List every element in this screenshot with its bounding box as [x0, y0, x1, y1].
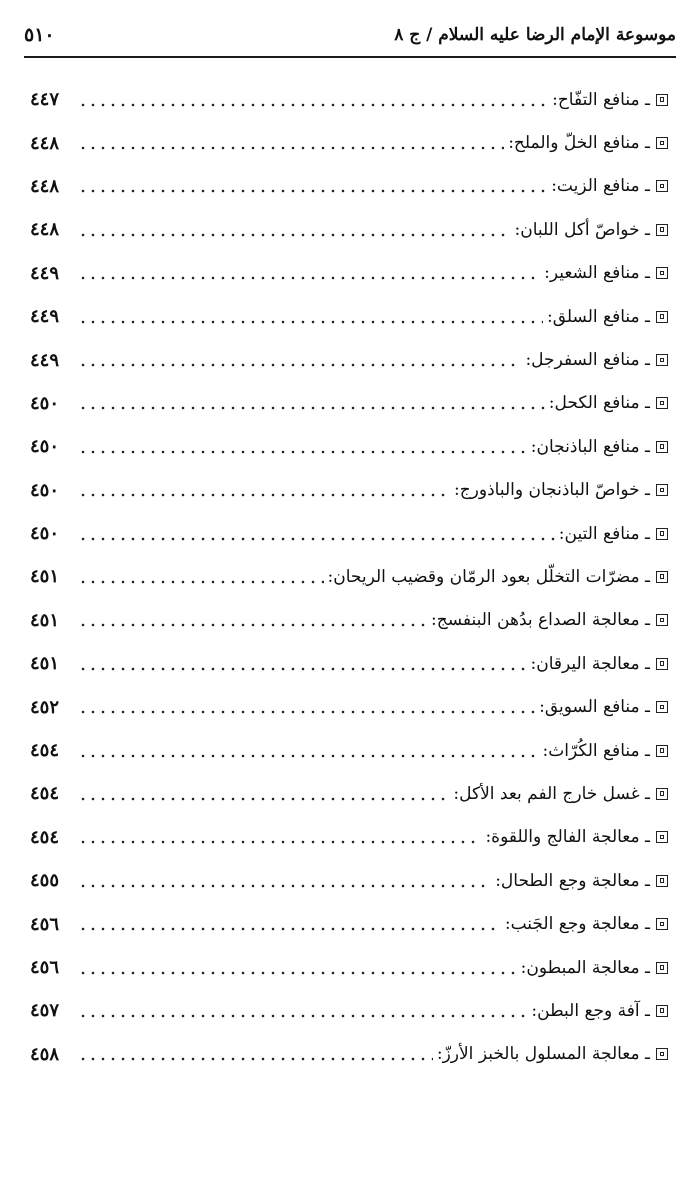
dot-leader: [78, 103, 548, 107]
toc-entry[interactable]: [30, 121, 668, 164]
dot-leader: [78, 233, 510, 237]
dot-leader: [78, 710, 535, 714]
toc-entry[interactable]: [30, 989, 668, 1032]
dot-leader: [78, 884, 491, 888]
square-bullet-icon: [656, 224, 668, 236]
square-bullet-icon: [656, 571, 668, 583]
page-number: ٥١٠: [24, 24, 55, 46]
toc-entry-page-number: ٤٥١: [30, 609, 60, 631]
toc-entry-title: ـ معالجة المبطون:: [520, 957, 650, 978]
square-bullet-icon: [656, 484, 668, 496]
toc-entry[interactable]: [30, 816, 668, 859]
dot-leader: [78, 840, 481, 844]
toc-entry-title: ـ منافع السويق:: [539, 697, 650, 718]
toc-entry[interactable]: [30, 859, 668, 902]
dot-leader: [78, 276, 540, 280]
dot-leader: [78, 189, 547, 193]
toc-entry[interactable]: [30, 902, 668, 945]
dot-leader: [78, 493, 450, 497]
toc-entry-title: ـ آفة وجع البطن:: [531, 1000, 650, 1021]
toc-entry[interactable]: [30, 295, 668, 338]
toc-entry-title: ـ معالجة المسلول بالخبز الأرزّ:: [436, 1044, 650, 1065]
dot-leader: [78, 450, 527, 454]
toc-entry-page-number: ٤٤٨: [30, 132, 60, 154]
table-of-contents: [30, 78, 668, 1076]
toc-entry-page-number: ٤٥٦: [30, 957, 60, 978]
dot-leader: [78, 927, 501, 931]
dot-leader: [78, 146, 504, 150]
toc-entry-page-number: ٤٤٩: [30, 306, 60, 328]
toc-entry-title: ـ معالجة اليرقان:: [530, 653, 650, 674]
dot-leader: [78, 971, 517, 975]
square-bullet-icon: [656, 441, 668, 453]
square-bullet-icon: [656, 1048, 668, 1060]
toc-entry[interactable]: [30, 165, 668, 208]
square-bullet-icon: [656, 614, 668, 626]
toc-entry-title: ـ معالجة وجع الجَنب:: [504, 914, 650, 935]
square-bullet-icon: [656, 1005, 668, 1017]
toc-entry[interactable]: [30, 555, 668, 598]
square-bullet-icon: [656, 267, 668, 279]
toc-entry[interactable]: [30, 469, 668, 512]
dot-leader: [78, 363, 521, 367]
toc-entry-page-number: ٤٥٥: [30, 870, 60, 892]
toc-entry-title: ـ منافع السلق:: [547, 306, 650, 327]
toc-entry[interactable]: [30, 599, 668, 642]
dot-leader: [78, 797, 449, 801]
toc-entry[interactable]: [30, 338, 668, 381]
square-bullet-icon: [656, 354, 668, 366]
dot-leader: [78, 320, 543, 324]
page-header: [24, 18, 676, 58]
square-bullet-icon: [656, 831, 668, 843]
toc-entry-page-number: ٤٥٧: [30, 1000, 60, 1022]
square-bullet-icon: [656, 94, 668, 106]
square-bullet-icon: [656, 701, 668, 713]
toc-entry-title: ـ غسل خارج الفم بعد الأكل:: [453, 783, 650, 804]
toc-entry[interactable]: [30, 946, 668, 989]
toc-entry-title: ـ منافع الزيت:: [551, 176, 650, 197]
toc-entry-title: ـ خواصّ الباذنجان والباذورج:: [453, 480, 650, 501]
dot-leader: [78, 754, 538, 758]
dot-leader: [78, 667, 527, 671]
toc-entry-page-number: ٤٤٩: [30, 349, 60, 371]
toc-entry-title: ـ منافع الكُرّاث:: [542, 740, 650, 761]
square-bullet-icon: [656, 528, 668, 540]
toc-entry-page-number: ٤٥٦: [30, 913, 60, 935]
toc-entry[interactable]: [30, 252, 668, 295]
toc-entry-page-number: ٤٤٨: [30, 219, 60, 241]
square-bullet-icon: [656, 875, 668, 887]
toc-entry[interactable]: [30, 208, 668, 251]
toc-entry-page-number: ٤٥٨: [30, 1043, 60, 1065]
toc-entry-page-number: ٤٤٩: [30, 262, 60, 284]
toc-entry-page-number: ٤٥١: [30, 653, 60, 675]
dot-leader: [78, 406, 545, 410]
dot-leader: [78, 1057, 433, 1061]
dot-leader: [78, 537, 555, 541]
toc-entry-page-number: ٤٥٤: [30, 740, 60, 762]
toc-entry[interactable]: [30, 512, 668, 555]
toc-entry-title: ـ منافع الخلّ والملح:: [508, 133, 650, 154]
toc-entry-page-number: ٤٥١: [30, 566, 60, 588]
toc-entry-page-number: ٤٥٠: [30, 392, 60, 414]
toc-entry[interactable]: [30, 382, 668, 425]
running-title: موسوعة الإمام الرضا عليه السلام / ج ٨: [394, 25, 676, 45]
square-bullet-icon: [656, 788, 668, 800]
square-bullet-icon: [656, 311, 668, 323]
toc-entry-page-number: ٤٤٨: [30, 175, 60, 197]
toc-entry[interactable]: [30, 642, 668, 685]
square-bullet-icon: [656, 658, 668, 670]
toc-entry-page-number: ٤٥٠: [30, 436, 60, 458]
toc-entry[interactable]: [30, 78, 668, 121]
toc-entry-title: ـ منافع الكحل:: [548, 393, 650, 414]
toc-entry[interactable]: [30, 425, 668, 468]
toc-entry-page-number: ٤٥٠: [30, 523, 60, 545]
toc-entry-title: ـ منافع الباذنجان:: [530, 436, 650, 457]
dot-leader: [78, 580, 324, 584]
toc-entry-title: ـ معالجة الصداع بدُهن البنفسج:: [431, 610, 650, 631]
toc-entry-title: ـ مضرّات التخلّل بعود الرمّان وقضيب الريحان:: [327, 566, 650, 587]
toc-entry-title: ـ خواصّ أكل اللبان:: [514, 219, 650, 240]
square-bullet-icon: [656, 745, 668, 757]
toc-entry[interactable]: [30, 729, 668, 772]
toc-entry-page-number: ٤٤٧: [30, 89, 60, 111]
toc-entry-title: ـ معالجة وجع الطحال:: [495, 870, 650, 891]
square-bullet-icon: [656, 962, 668, 974]
square-bullet-icon: [656, 137, 668, 149]
dot-leader: [78, 1014, 527, 1018]
toc-entry-page-number: ٤٥٢: [30, 696, 60, 718]
toc-entry-title: ـ منافع التين:: [558, 523, 650, 544]
toc-entry[interactable]: [30, 772, 668, 815]
toc-entry-page-number: ٤٥٤: [30, 826, 60, 848]
square-bullet-icon: [656, 397, 668, 409]
toc-entry-page-number: ٤٥٤: [30, 783, 60, 805]
toc-entry[interactable]: [30, 1033, 668, 1076]
square-bullet-icon: [656, 918, 668, 930]
square-bullet-icon: [656, 180, 668, 192]
dot-leader: [78, 623, 427, 627]
toc-entry-title: ـ منافع الشعير:: [544, 263, 650, 284]
toc-entry-title: ـ معالجة الفالج واللقوة:: [485, 827, 650, 848]
toc-entry-title: ـ منافع السفرجل:: [525, 350, 650, 371]
toc-entry[interactable]: [30, 685, 668, 728]
toc-entry-title: ـ منافع التفّاح:: [552, 89, 650, 110]
toc-entry-page-number: ٤٥٠: [30, 479, 60, 501]
